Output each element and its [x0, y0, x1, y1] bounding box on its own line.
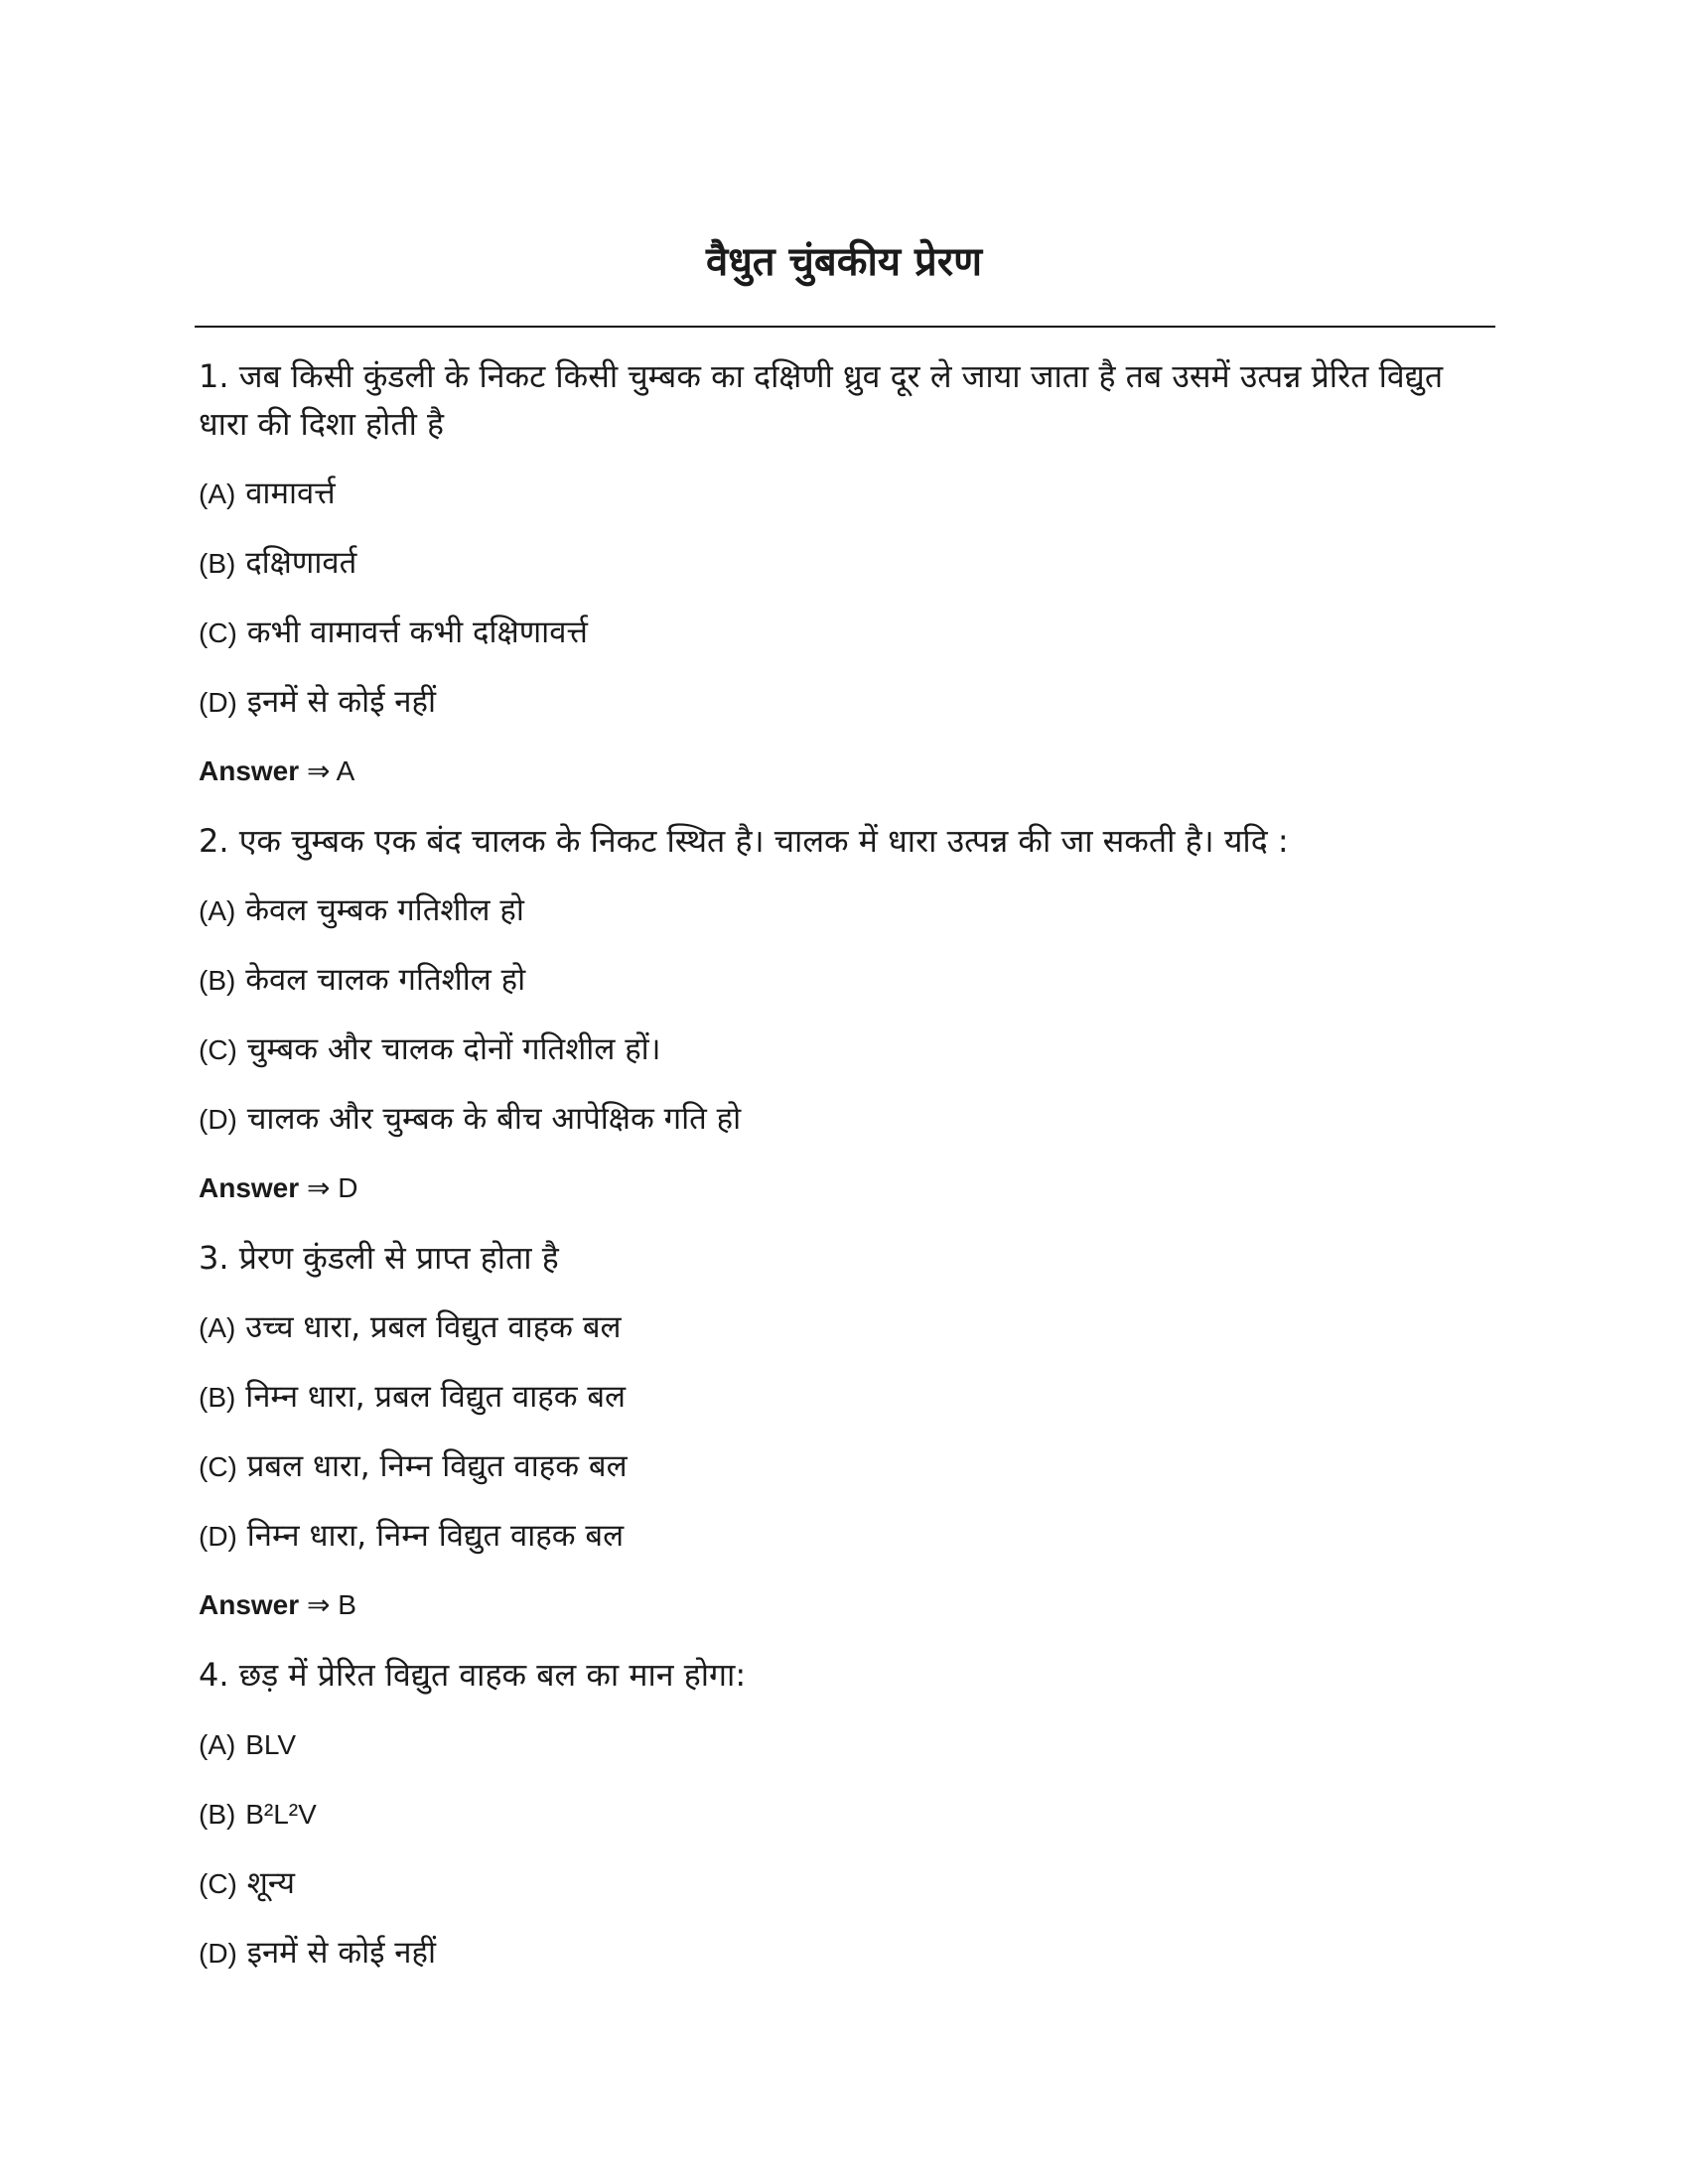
- option-letter: (A): [199, 895, 236, 926]
- answer-value: D: [338, 1172, 358, 1203]
- title-divider: [195, 326, 1495, 328]
- option-letter: (C): [199, 617, 237, 648]
- question-text: 2. एक चुम्बक एक बंद चालक के निकट स्थित है। चालक में धारा उत्पन्न की जा सकती है। यदि :: [199, 822, 1289, 860]
- answer-line: [199, 1164, 1489, 1212]
- option-text: केवल चुम्बक गतिशील हो: [245, 892, 524, 928]
- option-letter: (B): [199, 1382, 236, 1413]
- option-text: BLV: [245, 1729, 297, 1760]
- option-b: [199, 1790, 1489, 1838]
- answer-arrow: ⇒: [306, 755, 331, 786]
- option-text: निम्न धारा, निम्न विद्युत वाहक बल: [246, 1518, 625, 1554]
- option-letter: (D): [199, 687, 237, 718]
- option-text: B²L²V: [245, 1799, 317, 1830]
- option-a: [199, 887, 1489, 934]
- question-block: [199, 1651, 1489, 1977]
- answer-label: Answer: [199, 1172, 300, 1203]
- option-b: [199, 956, 1489, 1004]
- option-d: [199, 1929, 1489, 1977]
- option-c: [199, 1859, 1489, 1907]
- option-text: शून्य: [246, 1865, 295, 1901]
- option-b: [199, 539, 1489, 587]
- option-d: [199, 678, 1489, 726]
- option-a: [199, 1720, 1489, 1768]
- option-letter: (A): [199, 1729, 236, 1760]
- option-letter: (D): [199, 1938, 237, 1969]
- option-text: दक्षिणावर्त: [245, 545, 357, 581]
- option-text: कभी वामावर्त्त कभी दक्षिणावर्त्त: [246, 614, 588, 650]
- question-text: 3. प्रेरण कुंडली से प्राप्त होता है: [199, 1239, 559, 1277]
- option-text: वामावर्त्त: [245, 476, 336, 511]
- option-text: इनमें से कोई नहीं: [246, 684, 436, 720]
- option-letter: (B): [199, 548, 236, 579]
- option-d: [199, 1095, 1489, 1143]
- option-letter: (D): [199, 1521, 237, 1552]
- option-text: इनमें से कोई नहीं: [246, 1935, 436, 1971]
- answer-line: [199, 748, 1489, 795]
- option-text: चालक और चुम्बक के बीच आपेक्षिक गति हो: [246, 1101, 742, 1137]
- option-b: [199, 1373, 1489, 1421]
- question-block: [199, 817, 1489, 1212]
- option-letter: (D): [199, 1104, 237, 1135]
- option-text: चुम्बक और चालक दोनों गतिशील हों।: [246, 1031, 661, 1067]
- option-letter: (B): [199, 1799, 236, 1830]
- question-text: 1. जब किसी कुंडली के निकट किसी चुम्बक का दक्षिणी ध्रुव दूर ले जाया जाता है तब उसमें उत्पन्न प्रेरित विद्युत धारा की दिशा होती है: [199, 357, 1444, 443]
- option-c: [199, 1025, 1489, 1073]
- option-text: निम्न धारा, प्रबल विद्युत वाहक बल: [245, 1379, 627, 1415]
- option-text: प्रबल धारा, निम्न विद्युत वाहक बल: [246, 1448, 628, 1484]
- answer-label: Answer: [199, 1589, 300, 1620]
- question-block: [199, 352, 1489, 795]
- answer-arrow: ⇒: [306, 1172, 331, 1203]
- question-text: 4. छड़ में प्रेरित विद्युत वाहक बल का मान होगा:: [199, 1656, 747, 1694]
- answer-arrow: ⇒: [306, 1589, 331, 1620]
- question-block: [199, 1234, 1489, 1629]
- option-c: [199, 609, 1489, 656]
- option-letter: (A): [199, 478, 236, 509]
- answer-value: A: [336, 755, 355, 786]
- page-title: वैधुत चुंबकीय प्रेरण: [705, 239, 983, 285]
- option-letter: (B): [199, 965, 236, 996]
- option-text: केवल चालक गतिशील हो: [245, 962, 526, 998]
- answer-line: [199, 1581, 1489, 1629]
- option-letter: (C): [199, 1451, 237, 1482]
- option-d: [199, 1512, 1489, 1560]
- question-list: [199, 352, 1489, 1998]
- option-a: [199, 1303, 1489, 1351]
- option-letter: (C): [199, 1868, 237, 1899]
- option-a: [199, 470, 1489, 517]
- option-c: [199, 1442, 1489, 1490]
- answer-value: B: [338, 1589, 356, 1620]
- option-letter: (A): [199, 1312, 236, 1343]
- option-letter: (C): [199, 1034, 237, 1065]
- option-text: उच्च धारा, प्रबल विद्युत वाहक बल: [245, 1309, 622, 1345]
- answer-label: Answer: [199, 755, 300, 786]
